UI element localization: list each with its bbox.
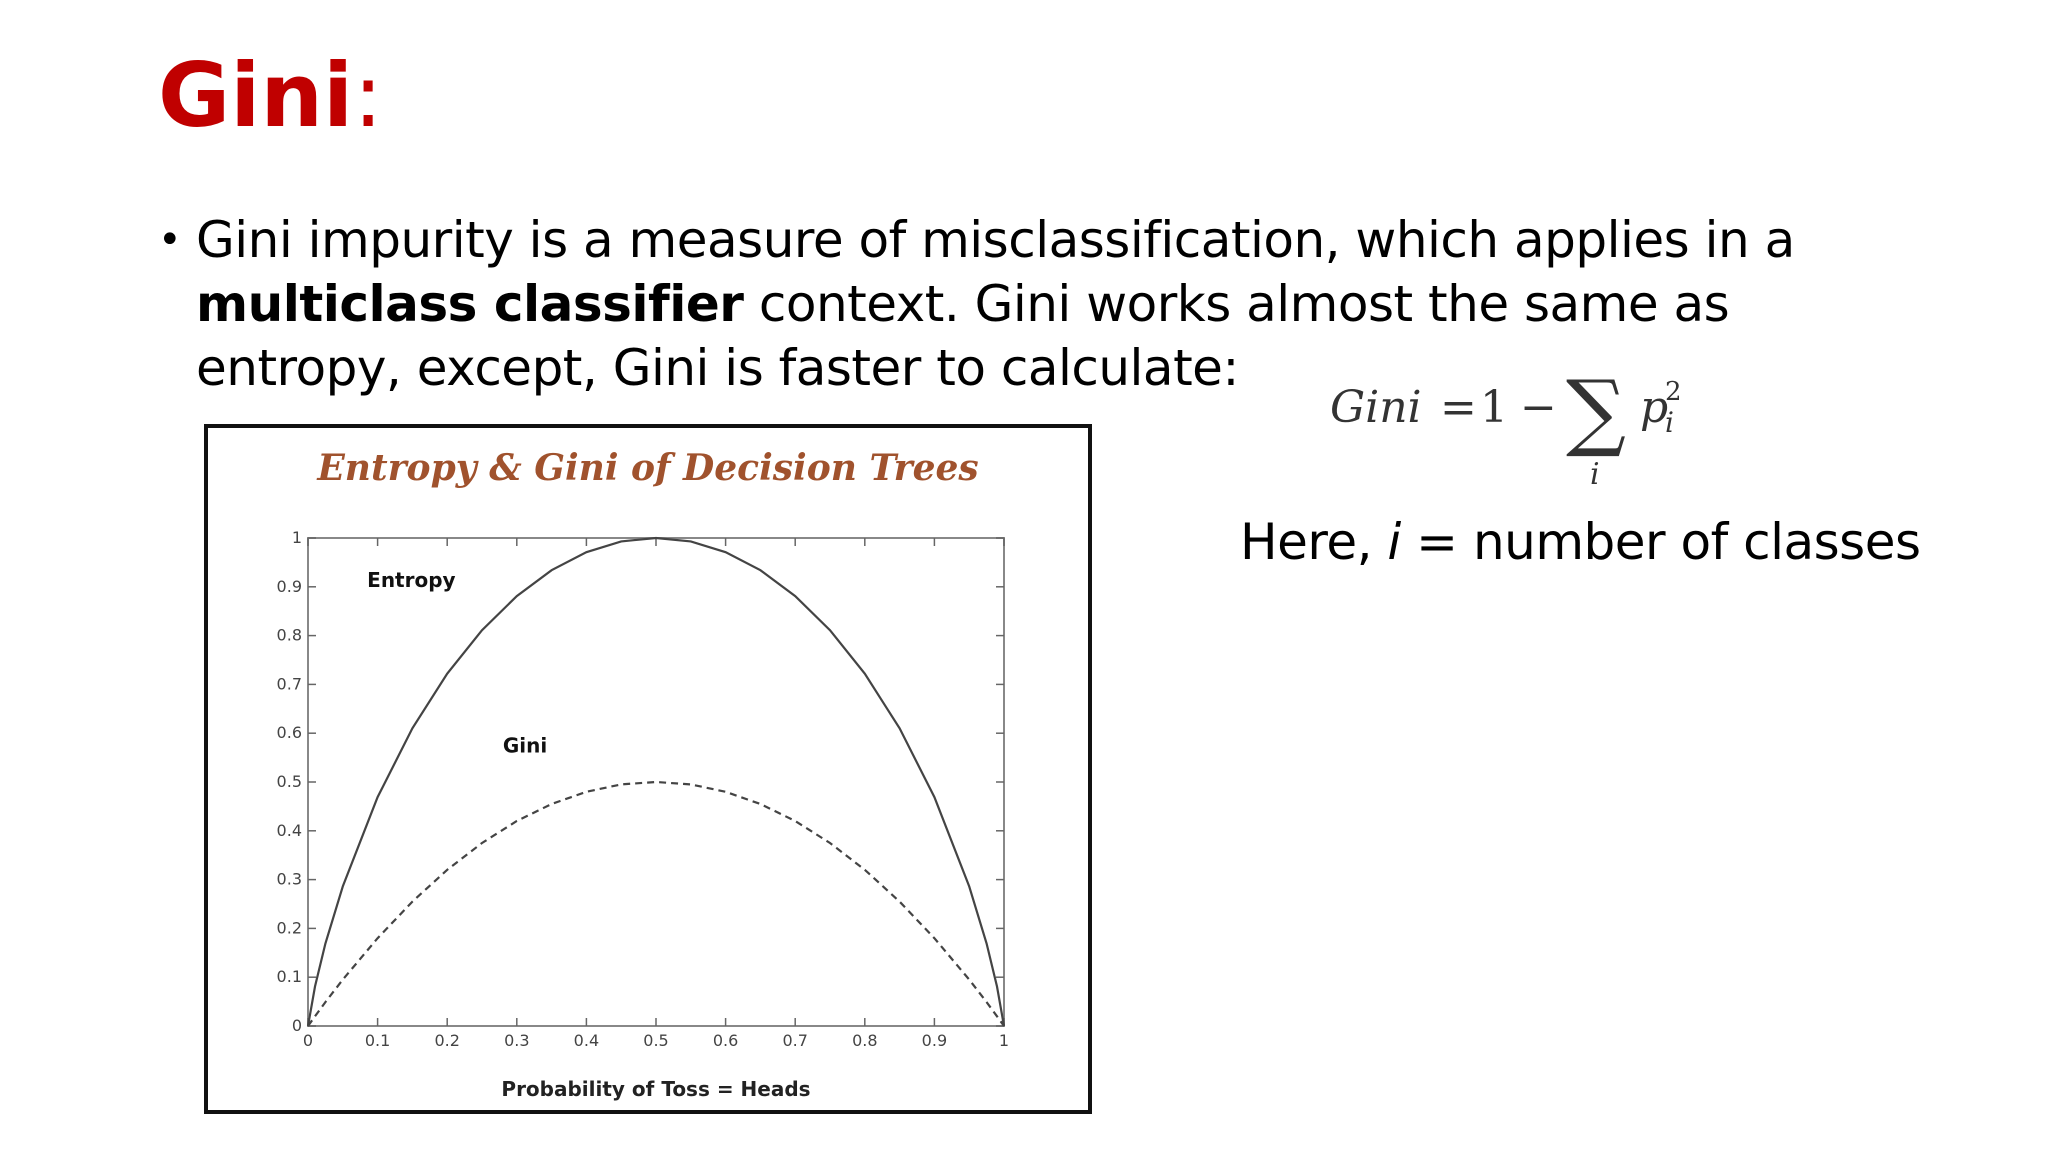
x-tick-label: 0.4 bbox=[573, 1031, 600, 1050]
chart-figure bbox=[204, 424, 1092, 1114]
y-tick-label: 0 bbox=[291, 1016, 302, 1035]
y-tick-label: 0.6 bbox=[276, 723, 302, 743]
entropy-gini-chart bbox=[208, 428, 1088, 1110]
y-tick-label: 0.2 bbox=[276, 918, 302, 938]
note-suffix: = number of classes bbox=[1400, 513, 1921, 571]
y-tick-label: 0.1 bbox=[276, 967, 302, 987]
formula-minus: − bbox=[1520, 382, 1557, 433]
bullet-text-part2: context. Gini works almost the same as entropy, except, Gini is faster to calculate: bbox=[196, 275, 1730, 397]
y-tick-label: 0.5 bbox=[276, 772, 302, 791]
x-tick-label: 0.8 bbox=[852, 1031, 878, 1050]
formula-sum-index: i bbox=[1590, 457, 1600, 492]
slide-title bbox=[158, 44, 383, 147]
x-tick-label: 0.5 bbox=[643, 1031, 669, 1050]
x-tick-label: 0.3 bbox=[504, 1031, 530, 1050]
y-tick-label: 0.4 bbox=[276, 820, 302, 840]
series-line-gini bbox=[308, 782, 1004, 1026]
x-tick-label: 0.6 bbox=[712, 1031, 739, 1050]
y-tick-label: 0.9 bbox=[276, 576, 302, 596]
y-tick-label: 0.3 bbox=[276, 869, 302, 889]
slide-title-text: Gini bbox=[158, 44, 354, 147]
annotation-gini: Gini bbox=[502, 733, 548, 758]
note-prefix: Here, bbox=[1240, 513, 1388, 571]
x-tick-label: 0.1 bbox=[364, 1031, 391, 1050]
x-tick-label: 0.7 bbox=[782, 1031, 808, 1050]
gini-formula bbox=[1330, 362, 1710, 492]
x-tick-label: 1 bbox=[998, 1031, 1010, 1050]
y-tick-label: 1 bbox=[291, 528, 302, 547]
formula-equals: = bbox=[1440, 382, 1477, 433]
formula-p-sub: i bbox=[1665, 406, 1674, 439]
x-tick-label: 0 bbox=[302, 1031, 314, 1050]
slide-title-colon: : bbox=[353, 44, 383, 147]
annotation-entropy: Entropy bbox=[367, 567, 456, 592]
series-line-entropy bbox=[308, 538, 1004, 1026]
bullet-icon: • bbox=[158, 217, 182, 263]
formula-one: 1 bbox=[1480, 382, 1508, 433]
y-tick-label: 0.8 bbox=[276, 625, 302, 645]
bullet-text-part1: Gini impurity is a measure of misclassification, which applies in a bbox=[196, 211, 1795, 269]
y-tick-label: 0.7 bbox=[276, 674, 302, 694]
formula-p-sup: 2 bbox=[1665, 377, 1682, 407]
chart-title: Entropy & Gini of Decision Trees bbox=[317, 447, 979, 489]
x-tick-label: 0.9 bbox=[921, 1031, 948, 1050]
formula-sum-icon: ∑ bbox=[1566, 362, 1626, 460]
classes-note bbox=[1240, 510, 1921, 574]
plot-area bbox=[308, 538, 1004, 1026]
x-axis-label: Probability of Toss = Heads bbox=[501, 1077, 811, 1101]
formula-p: p bbox=[1640, 382, 1669, 433]
x-tick-label: 0.2 bbox=[434, 1031, 460, 1050]
bullet-text-bold: multiclass classifier bbox=[196, 275, 744, 333]
formula-lhs: Gini bbox=[1330, 382, 1422, 433]
note-variable: i bbox=[1387, 513, 1401, 571]
gini-formula-svg bbox=[1330, 362, 1710, 492]
